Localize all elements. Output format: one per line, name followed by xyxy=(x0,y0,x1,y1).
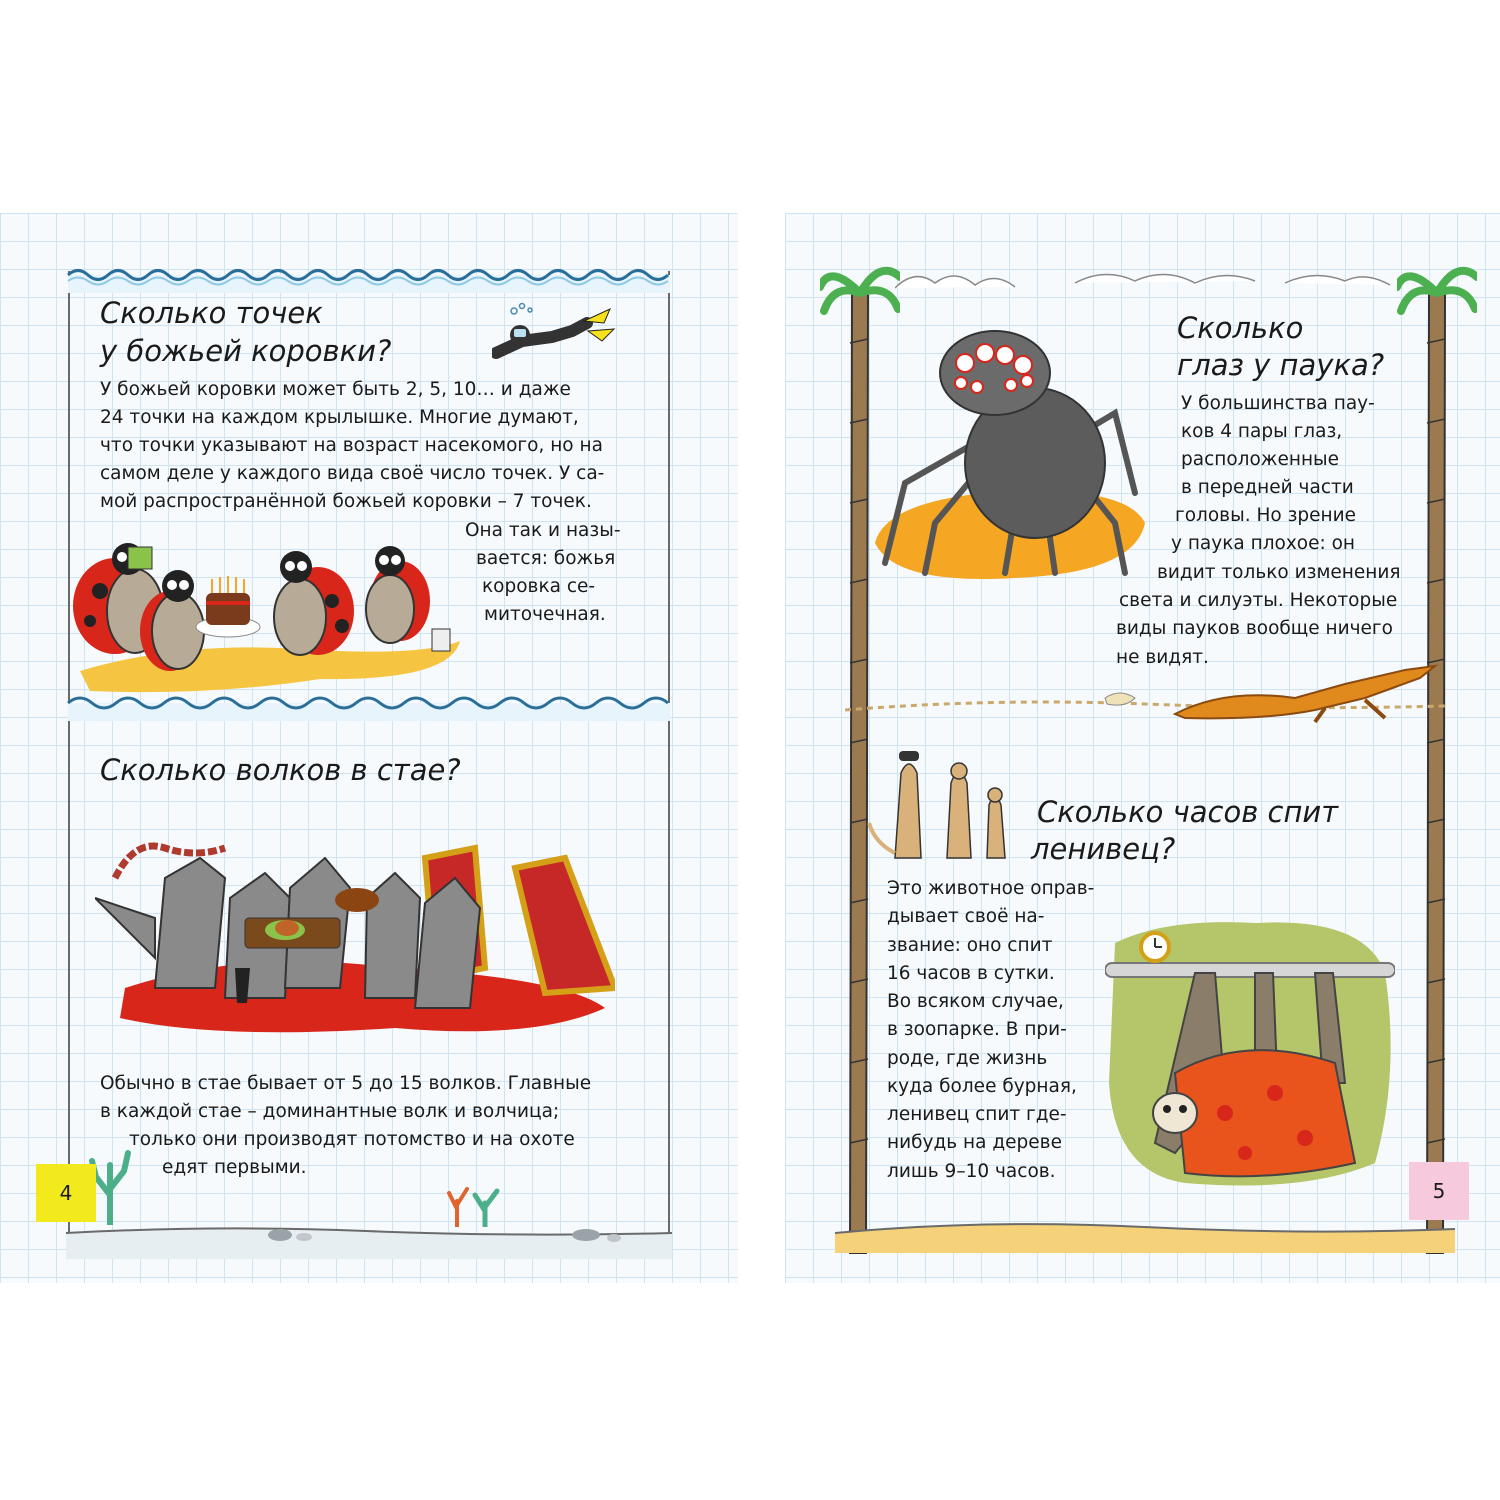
left-frame-right-border xyxy=(668,271,670,1251)
sloth-text-line: в зоопарке. В при- xyxy=(887,1019,1067,1040)
sloth-title-line2: ленивец? xyxy=(1031,832,1176,866)
sloth-text-line: звание: оно спит xyxy=(887,935,1053,956)
sloth-text-line: куда более бурная, xyxy=(887,1076,1077,1097)
left-page-number: 4 xyxy=(36,1164,96,1222)
wolves-title: Сколько волков в стае? xyxy=(100,753,461,787)
wolves-text-line: в каждой стае – доминантные волк и волчица; xyxy=(100,1101,560,1122)
ladybug-text-line: самом деле у каждого вида своё число точек. У са- xyxy=(100,463,605,484)
spider-illustration xyxy=(865,323,1165,593)
sloth-text-line: 16 часов в сутки. xyxy=(887,963,1055,984)
ladybug-text-line: У божьей коровки может быть 2, 5, 10… и даже xyxy=(100,379,571,400)
meerkats-illustration xyxy=(865,733,1025,863)
wolves-text-line: только они производят потомство и на охоте xyxy=(129,1129,575,1150)
bottom-beach-illustration xyxy=(835,1213,1455,1253)
ladybug-text-line: что точки указывают на возраст насекомого, но на xyxy=(100,435,603,456)
spider-text-line: в передней части xyxy=(1181,477,1354,498)
spider-text-line: света и силуэты. Некоторые xyxy=(1119,590,1398,611)
ladybug-text-line: миточечная. xyxy=(484,604,606,625)
spider-text-line: виды пауков вообще ничего xyxy=(1116,618,1393,639)
wolves-text-line: Обычно в стае бывает от 5 до 15 волков. Главные xyxy=(100,1073,592,1094)
sloth-text-line: нибудь на дереве xyxy=(887,1132,1062,1153)
right-page-number: 5 xyxy=(1409,1162,1469,1220)
sloth-text-line: дывает своё на- xyxy=(887,906,1045,927)
sloth-text-line: Это животное оправ- xyxy=(887,878,1095,899)
sloth-text-line: роде, где жизнь xyxy=(887,1048,1048,1069)
ladybug-title-line2: у божьей коровки? xyxy=(100,334,392,368)
sloth-title-line1: Сколько часов спит xyxy=(1037,795,1339,829)
sand-divider-lizard-illustration xyxy=(845,658,1445,728)
ladybug-text-line: 24 точки на каждом крылышке. Многие думают, xyxy=(100,407,579,428)
ladybug-title-line1: Сколько точек xyxy=(100,296,323,330)
spider-text-line: ков 4 пары глаз, xyxy=(1181,421,1343,442)
spider-text-line: у паука плохое: он xyxy=(1171,533,1356,554)
sloth-text-line: лишь 9–10 часов. xyxy=(887,1161,1056,1182)
wolves-feast-illustration xyxy=(95,818,615,1048)
spider-text-line: головы. Но зрение xyxy=(1175,505,1357,526)
spider-text-line: видит только изменения xyxy=(1157,562,1401,583)
ladybug-text-line: коровка се- xyxy=(482,576,596,597)
sloth-text-line: ленивец спит где- xyxy=(887,1104,1067,1125)
ladybug-text-line: вается: божья xyxy=(476,548,616,569)
sloth-illustration xyxy=(1105,913,1395,1193)
ladybug-text-line: мой распространённой божьей коровки – 7 точек. xyxy=(100,491,592,512)
sloth-text-line: Во всяком случае, xyxy=(887,991,1064,1012)
spider-text-line: расположенные xyxy=(1181,449,1340,470)
spider-text-line: не видят. xyxy=(1116,647,1209,668)
top-wave-divider xyxy=(66,263,672,293)
ladybugs-birthday-illustration xyxy=(60,531,470,703)
spider-title-line2: глаз у паука? xyxy=(1177,348,1385,382)
left-page xyxy=(0,213,738,1283)
ladybug-text-line: Она так и назы- xyxy=(465,520,621,541)
right-page xyxy=(785,213,1500,1283)
spider-text-line: У большинства пау- xyxy=(1181,393,1375,414)
clouds-top-illustration xyxy=(895,263,1395,303)
diver-illustration xyxy=(492,301,617,361)
spider-title-line1: Сколько xyxy=(1177,311,1304,345)
left-frame-left-border xyxy=(68,271,70,1251)
palm-tree-right-illustration xyxy=(1397,263,1477,1263)
bottom-sand-floor xyxy=(66,1223,672,1259)
wolves-text-line: едят первыми. xyxy=(162,1157,307,1178)
coral-right-illustration xyxy=(445,1181,505,1227)
